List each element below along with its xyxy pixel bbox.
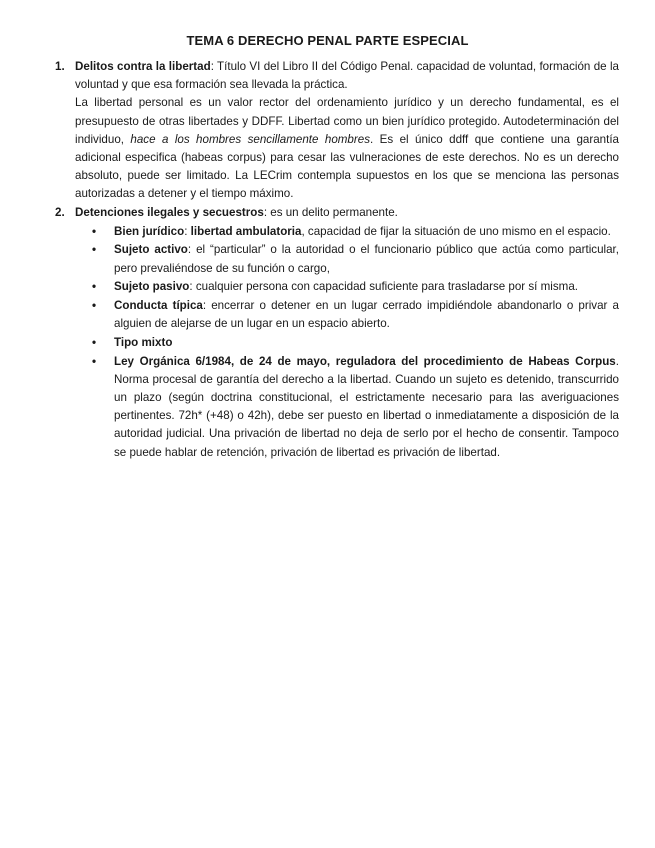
list-item [92, 334, 619, 352]
list-item [92, 297, 619, 333]
list-item [92, 353, 619, 462]
bullet-icon: • [92, 299, 97, 313]
section-1-intro-paragraph [75, 58, 619, 94]
bullet-label: Bien jurídico [114, 224, 185, 238]
section-1-number: 1. [55, 60, 65, 73]
bullet-label: Sujeto pasivo [114, 280, 190, 294]
section-1-para-b: . Es el único ddff que contiene una garantía adicional especifica (habeas corpus) para cesar las vulneraciones de este derechos. No es un derecho absoluto, puede ser limitado. La LECrim contempla supuestos en los que se menciona las personas autorizadas a detener y el tiempo máximo. [75, 132, 619, 201]
section-2 [0, 204, 655, 462]
bullet-icon: • [92, 224, 97, 238]
bullet-icon: • [92, 243, 97, 257]
section-2-bullet-list [92, 223, 619, 462]
bullet-mid: : [184, 224, 191, 238]
bullet-icon: • [92, 280, 97, 294]
list-item [92, 278, 619, 296]
bullet-text: : encerrar o detener en un lugar cerrado impidiéndole abandonarlo o privar a alguien de alejarse de un lugar en un espacio abierto. [114, 299, 619, 331]
section-1-para-a: La libertad personal es un valor rector del ordenamiento jurídico y un derecho fundamental, es el presupuesto de otras libertades y DDFF. Libertad como un bien jurídico protegido. Autodeterminación del individuo, [75, 96, 619, 146]
section-2-body [75, 204, 619, 222]
bullet-text: : el “particular” o la autoridad o el funcionario público que actúa como particular, pero prevaliéndose de su función o cargo, [114, 243, 619, 275]
bullet-text: . Norma procesal de garantía del derecho a la libertad. Cuando un sujeto es detenido, transcurrido un plazo (según doctrina constitucional, el estrictamente necesario para las averiguaciones pertinentes. 72h* (+48) o 42h), debe ser puesto en libertad o inmediatamente a disposición de la autoridad judicial. Una privación de libertad no deja de serlo por el hecho de consentir. Tampoco se puede hablar de retención, privación de libertad es privación de libertad. [114, 354, 619, 459]
section-2-number: 2. [55, 206, 65, 219]
section-1-body [75, 58, 619, 204]
section-2-intro-paragraph [75, 204, 619, 222]
bullet-icon: • [92, 335, 97, 349]
bullet-label-2: libertad ambulatoria [190, 224, 302, 238]
bullet-label: Sujeto activo [114, 243, 188, 257]
section-1-para-italic: hace a los hombres sencillamente hombres [130, 132, 370, 146]
bullet-label: Ley Orgánica 6/1984, de 24 de mayo, reguladora del procedimiento de Habeas Corpus [114, 354, 616, 368]
section-1-intro: : Título VI del Libro II del Código Penal. capacidad de voluntad, formación de la voluntad y que esa formación sea llevada la práctica. [75, 60, 619, 92]
section-1 [0, 58, 655, 204]
section-2-heading: Detenciones ilegales y secuestros [75, 206, 264, 219]
bullet-icon: • [92, 354, 97, 368]
list-item [92, 223, 619, 241]
section-1-heading: Delitos contra la libertad [75, 60, 211, 73]
section-2-intro: : es un delito permanente. [263, 206, 398, 219]
document-title: TEMA 6 DERECHO PENAL PARTE ESPECIAL [186, 33, 469, 48]
bullet-text: , capacidad de fijar la situación de uno mismo en el espacio. [301, 224, 611, 238]
bullet-label: Conducta típica [114, 299, 203, 313]
list-item [92, 241, 619, 277]
bullet-label: Tipo mixto [114, 335, 173, 349]
section-1-paragraph [75, 94, 619, 203]
bullet-text: : cualquier persona con capacidad suficiente para trasladarse por sí misma. [189, 280, 578, 294]
